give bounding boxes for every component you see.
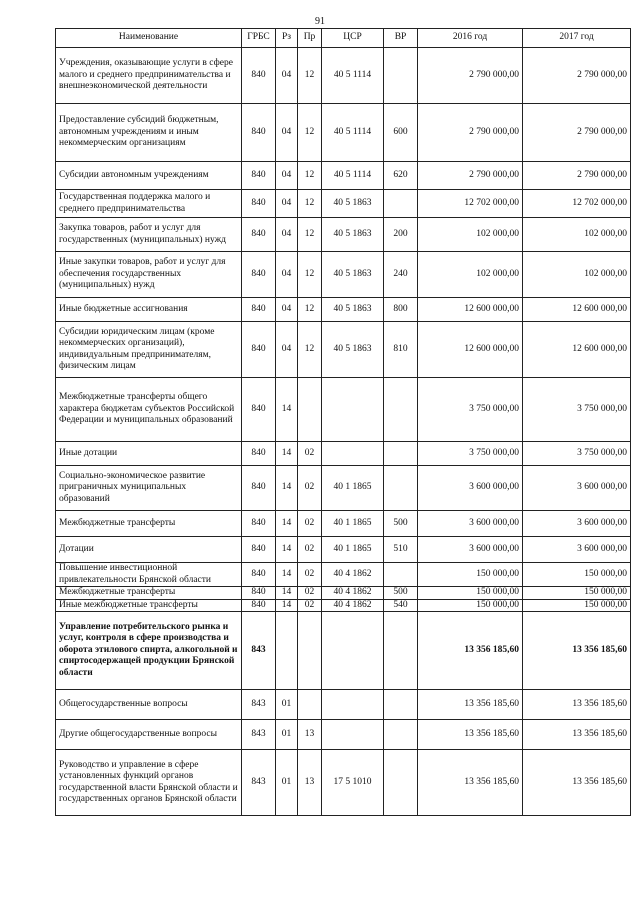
row-grbs-cell: 840 (242, 252, 276, 298)
row-csr-cell: 40 5 1863 (322, 298, 384, 322)
row-pr-cell (298, 612, 322, 690)
row-rz-cell: 04 (276, 104, 298, 162)
row-vr-cell: 620 (384, 162, 418, 190)
table-row (56, 612, 631, 690)
row-name-cell: Межбюджетные трансферты (56, 511, 242, 537)
row-vr-cell (384, 442, 418, 466)
row-grbs-cell: 843 (242, 750, 276, 816)
row-name-cell: Предоставление субсидий бюджетным, автономным учреждениям и иным некоммерческим организациям (56, 104, 242, 162)
row-amount-2016-cell: 12 600 000,00 (418, 298, 523, 322)
row-name-cell: Повышение инвестиционной привлекательности Брянской области (56, 563, 242, 587)
row-grbs-cell: 843 (242, 690, 276, 720)
page-number: 91 (315, 16, 325, 27)
row-csr-cell: 40 1 1865 (322, 466, 384, 511)
row-grbs-cell: 840 (242, 298, 276, 322)
row-vr-cell (384, 190, 418, 218)
row-vr-cell: 540 (384, 599, 418, 612)
row-csr-cell: 40 5 1114 (322, 162, 384, 190)
column-header-name: Наименование (56, 29, 242, 48)
row-amount-2017-cell: 3 600 000,00 (523, 537, 631, 563)
row-grbs-cell: 840 (242, 162, 276, 190)
row-grbs-cell: 840 (242, 587, 276, 600)
row-amount-2016-cell: 12 600 000,00 (418, 322, 523, 378)
row-amount-2016-cell: 150 000,00 (418, 587, 523, 600)
row-pr-cell: 13 (298, 720, 322, 750)
row-grbs-cell: 840 (242, 442, 276, 466)
row-vr-cell (384, 720, 418, 750)
row-amount-2017-cell: 150 000,00 (523, 599, 631, 612)
row-grbs-cell: 840 (242, 466, 276, 511)
row-amount-2017-cell: 13 356 185,60 (523, 750, 631, 816)
table-row (56, 563, 631, 587)
row-rz-cell: 04 (276, 218, 298, 252)
row-name-cell: Другие общегосударственные вопросы (56, 720, 242, 750)
row-rz-cell: 04 (276, 162, 298, 190)
table-row (56, 690, 631, 720)
row-amount-2017-cell: 13 356 185,60 (523, 690, 631, 720)
row-rz-cell: 14 (276, 442, 298, 466)
table-row (56, 190, 631, 218)
table-row (56, 252, 631, 298)
row-vr-cell: 240 (384, 252, 418, 298)
row-name-cell: Общегосударственные вопросы (56, 690, 242, 720)
row-amount-2017-cell: 13 356 185,60 (523, 720, 631, 750)
row-csr-cell: 40 4 1862 (322, 563, 384, 587)
row-name-cell: Межбюджетные трансферты общего характера бюджетам субъектов Российской Федерации и муниципальных образований (56, 378, 242, 442)
row-pr-cell: 12 (298, 162, 322, 190)
row-csr-cell: 40 5 1114 (322, 48, 384, 104)
row-pr-cell: 12 (298, 298, 322, 322)
row-grbs-cell: 840 (242, 190, 276, 218)
row-grbs-cell: 843 (242, 720, 276, 750)
row-csr-cell: 40 5 1863 (322, 190, 384, 218)
row-pr-cell: 02 (298, 442, 322, 466)
table-row (56, 104, 631, 162)
row-csr-cell: 40 5 1863 (322, 322, 384, 378)
row-pr-cell (298, 690, 322, 720)
row-pr-cell (298, 378, 322, 442)
row-rz-cell: 04 (276, 190, 298, 218)
row-amount-2016-cell: 13 356 185,60 (418, 720, 523, 750)
row-amount-2016-cell: 12 702 000,00 (418, 190, 523, 218)
row-pr-cell: 12 (298, 252, 322, 298)
row-rz-cell: 04 (276, 322, 298, 378)
row-csr-cell (322, 720, 384, 750)
row-csr-cell: 40 1 1865 (322, 511, 384, 537)
row-amount-2016-cell: 3 750 000,00 (418, 378, 523, 442)
column-header-rz: Рз (276, 29, 298, 48)
row-rz-cell (276, 612, 298, 690)
column-header-2016: 2016 год (418, 29, 523, 48)
row-rz-cell: 14 (276, 378, 298, 442)
row-amount-2017-cell: 12 600 000,00 (523, 298, 631, 322)
row-rz-cell: 04 (276, 252, 298, 298)
row-amount-2016-cell: 102 000,00 (418, 252, 523, 298)
row-vr-cell: 510 (384, 537, 418, 563)
row-amount-2016-cell: 2 790 000,00 (418, 162, 523, 190)
row-csr-cell (322, 378, 384, 442)
row-csr-cell (322, 612, 384, 690)
row-csr-cell (322, 690, 384, 720)
row-name-cell: Государственная поддержка малого и среднего предпринимательства (56, 190, 242, 218)
row-grbs-cell: 843 (242, 612, 276, 690)
row-amount-2017-cell: 102 000,00 (523, 252, 631, 298)
row-csr-cell (322, 442, 384, 466)
row-rz-cell: 14 (276, 466, 298, 511)
row-rz-cell: 14 (276, 587, 298, 600)
row-amount-2017-cell: 150 000,00 (523, 563, 631, 587)
row-amount-2017-cell: 13 356 185,60 (523, 612, 631, 690)
row-amount-2016-cell: 3 600 000,00 (418, 537, 523, 563)
row-name-cell: Субсидии автономным учреждениям (56, 162, 242, 190)
row-pr-cell: 02 (298, 563, 322, 587)
table-row (56, 720, 631, 750)
row-grbs-cell: 840 (242, 378, 276, 442)
table-row (56, 322, 631, 378)
row-pr-cell: 12 (298, 322, 322, 378)
column-header-2017: 2017 год (523, 29, 631, 48)
row-vr-cell (384, 750, 418, 816)
row-csr-cell: 40 4 1862 (322, 599, 384, 612)
row-csr-cell: 40 5 1863 (322, 218, 384, 252)
row-name-cell: Субсидии юридическим лицам (кроме некоммерческих организаций), индивидуальным предпринимателям, физическим лицам (56, 322, 242, 378)
row-amount-2016-cell: 102 000,00 (418, 218, 523, 252)
row-vr-cell: 600 (384, 104, 418, 162)
row-rz-cell: 14 (276, 599, 298, 612)
row-amount-2017-cell: 2 790 000,00 (523, 48, 631, 104)
row-name-cell: Межбюджетные трансферты (56, 587, 242, 600)
row-vr-cell: 810 (384, 322, 418, 378)
row-amount-2016-cell: 13 356 185,60 (418, 612, 523, 690)
row-vr-cell (384, 378, 418, 442)
row-csr-cell: 40 5 1863 (322, 252, 384, 298)
row-amount-2017-cell: 12 600 000,00 (523, 322, 631, 378)
table-row (56, 537, 631, 563)
row-vr-cell: 200 (384, 218, 418, 252)
row-grbs-cell: 840 (242, 563, 276, 587)
row-pr-cell: 02 (298, 599, 322, 612)
row-rz-cell: 01 (276, 720, 298, 750)
row-amount-2017-cell: 2 790 000,00 (523, 162, 631, 190)
row-name-cell: Иные закупки товаров, работ и услуг для обеспечения государственных (муниципальных) нужд (56, 252, 242, 298)
row-name-cell: Дотации (56, 537, 242, 563)
row-amount-2017-cell: 150 000,00 (523, 587, 631, 600)
row-name-cell: Иные межбюджетные трансферты (56, 599, 242, 612)
row-vr-cell: 500 (384, 587, 418, 600)
row-rz-cell: 01 (276, 750, 298, 816)
column-header-grbs: ГРБС (242, 29, 276, 48)
row-name-cell: Закупка товаров, работ и услуг для государственных (муниципальных) нужд (56, 218, 242, 252)
row-vr-cell (384, 48, 418, 104)
row-amount-2016-cell: 150 000,00 (418, 599, 523, 612)
row-grbs-cell: 840 (242, 48, 276, 104)
row-amount-2017-cell: 3 600 000,00 (523, 511, 631, 537)
table-row (56, 442, 631, 466)
row-grbs-cell: 840 (242, 104, 276, 162)
row-vr-cell: 500 (384, 511, 418, 537)
row-rz-cell: 01 (276, 690, 298, 720)
table-row (56, 48, 631, 104)
row-name-cell: Учреждения, оказывающие услуги в сфере малого и среднего предпринимательства и внешнеэкономической деятельности (56, 48, 242, 104)
row-pr-cell: 13 (298, 750, 322, 816)
row-vr-cell (384, 612, 418, 690)
row-grbs-cell: 840 (242, 218, 276, 252)
row-vr-cell (384, 563, 418, 587)
budget-table (55, 28, 631, 816)
row-pr-cell: 02 (298, 511, 322, 537)
row-rz-cell: 14 (276, 511, 298, 537)
row-csr-cell: 40 4 1862 (322, 587, 384, 600)
row-amount-2017-cell: 3 750 000,00 (523, 442, 631, 466)
row-vr-cell: 800 (384, 298, 418, 322)
row-amount-2016-cell: 13 356 185,60 (418, 750, 523, 816)
table-row (56, 750, 631, 816)
row-amount-2017-cell: 2 790 000,00 (523, 104, 631, 162)
row-name-cell: Иные бюджетные ассигнования (56, 298, 242, 322)
row-pr-cell: 12 (298, 190, 322, 218)
row-amount-2016-cell: 150 000,00 (418, 563, 523, 587)
table-row (56, 599, 631, 612)
row-grbs-cell: 840 (242, 322, 276, 378)
row-pr-cell: 02 (298, 587, 322, 600)
row-amount-2016-cell: 3 600 000,00 (418, 466, 523, 511)
column-header-pr: Пр (298, 29, 322, 48)
row-amount-2016-cell: 2 790 000,00 (418, 104, 523, 162)
row-amount-2017-cell: 3 600 000,00 (523, 466, 631, 511)
column-header-vr: ВР (384, 29, 418, 48)
row-pr-cell: 12 (298, 104, 322, 162)
row-name-cell: Иные дотации (56, 442, 242, 466)
table-row (56, 298, 631, 322)
table-header-row (56, 29, 631, 48)
row-amount-2017-cell: 3 750 000,00 (523, 378, 631, 442)
table-row (56, 378, 631, 442)
row-vr-cell (384, 690, 418, 720)
row-grbs-cell: 840 (242, 599, 276, 612)
row-rz-cell: 14 (276, 537, 298, 563)
table-row (56, 587, 631, 600)
row-csr-cell: 40 1 1865 (322, 537, 384, 563)
row-vr-cell (384, 466, 418, 511)
row-grbs-cell: 840 (242, 511, 276, 537)
table-row (56, 466, 631, 511)
column-header-csr: ЦСР (322, 29, 384, 48)
row-name-cell: Социально-экономическое развитие приграничных муниципальных образований (56, 466, 242, 511)
row-amount-2017-cell: 12 702 000,00 (523, 190, 631, 218)
row-name-cell: Руководство и управление в сфере установленных функций органов государственной власти Брянской области и государственных органов Брянской области (56, 750, 242, 816)
row-name-cell: Управление потребительского рынка и услуг, контроля в сфере производства и оборота этилового спирта, алкогольной и спиртосодержащей продукции Брянской области (56, 612, 242, 690)
row-amount-2016-cell: 3 600 000,00 (418, 511, 523, 537)
row-rz-cell: 04 (276, 298, 298, 322)
row-amount-2016-cell: 13 356 185,60 (418, 690, 523, 720)
table-row (56, 162, 631, 190)
row-rz-cell: 14 (276, 563, 298, 587)
row-amount-2016-cell: 2 790 000,00 (418, 48, 523, 104)
table-row (56, 218, 631, 252)
row-amount-2016-cell: 3 750 000,00 (418, 442, 523, 466)
row-pr-cell: 02 (298, 537, 322, 563)
row-pr-cell: 02 (298, 466, 322, 511)
row-pr-cell: 12 (298, 218, 322, 252)
row-grbs-cell: 840 (242, 537, 276, 563)
row-csr-cell: 17 5 1010 (322, 750, 384, 816)
row-pr-cell: 12 (298, 48, 322, 104)
row-csr-cell: 40 5 1114 (322, 104, 384, 162)
row-amount-2017-cell: 102 000,00 (523, 218, 631, 252)
row-rz-cell: 04 (276, 48, 298, 104)
table-row (56, 511, 631, 537)
